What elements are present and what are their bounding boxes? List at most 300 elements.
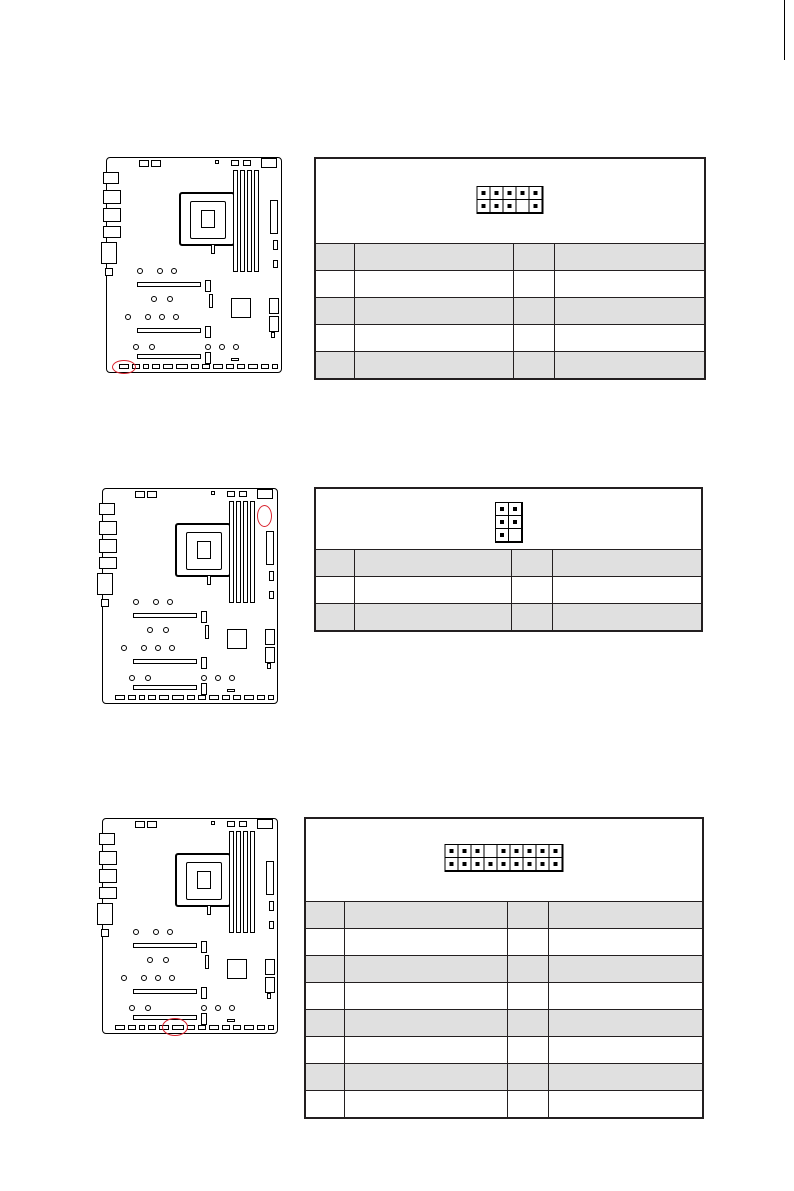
bottom-header (261, 364, 269, 369)
bottom-header (187, 695, 195, 700)
mounting-hole (163, 627, 169, 633)
top-header (239, 821, 247, 827)
signal-name-cell (554, 325, 704, 352)
pin-dot (508, 204, 512, 208)
pcie-slot (133, 613, 197, 618)
pin (524, 858, 537, 871)
pin-dot (534, 191, 538, 195)
bottom-header (139, 1025, 145, 1030)
pin-number-cell (316, 325, 355, 352)
pin-dot (515, 862, 519, 866)
pin-dot (500, 507, 504, 511)
pin-dot (541, 849, 545, 853)
pin-number-cell (316, 604, 355, 631)
top-header (215, 160, 219, 164)
pin-key-gap (517, 200, 530, 213)
m2-slot (205, 280, 211, 292)
signal-name-cell (355, 298, 514, 325)
signal-name-cell (548, 1091, 702, 1118)
signal-name-cell (355, 604, 512, 631)
pin (498, 845, 511, 858)
mounting-hole (205, 344, 211, 350)
atx-power (266, 861, 274, 895)
m2-slot (201, 987, 207, 999)
mounting-hole (141, 645, 147, 651)
small-chip (207, 575, 211, 585)
sata-port (265, 959, 275, 975)
signal-name-cell (345, 956, 508, 983)
bottom-header (268, 695, 274, 700)
pin (504, 200, 517, 213)
pin-dot (450, 849, 454, 853)
pin-definition-table (316, 549, 701, 630)
signal-name-cell (553, 604, 701, 631)
dimm-slot (236, 501, 241, 603)
m2-slot (201, 611, 207, 623)
signal-name-cell (355, 325, 514, 352)
table-row (306, 1091, 702, 1118)
pin (491, 200, 504, 213)
bottom-header (172, 695, 184, 700)
bottom-header (163, 364, 173, 369)
atx-power (270, 200, 278, 234)
pcie-slot (133, 659, 197, 664)
bottom-header (202, 364, 210, 369)
pin-definition-panel (304, 817, 704, 1119)
pin-number-cell (513, 325, 554, 352)
bottom-header (198, 1025, 206, 1030)
chipset (227, 959, 247, 979)
small-chip (207, 905, 211, 915)
pin-number-cell (513, 352, 554, 379)
mounting-hole (233, 344, 239, 350)
pin (478, 200, 491, 213)
rear-io-port (99, 503, 115, 515)
bottom-header (248, 364, 258, 369)
bottom-header (226, 364, 234, 369)
pin-definition-panel (314, 487, 703, 632)
sata-port (269, 298, 279, 314)
pin-number-cell (507, 983, 548, 1010)
rear-io-block (101, 929, 109, 937)
dimm-slot (229, 831, 234, 933)
mounting-hole (219, 344, 225, 350)
pin (496, 516, 509, 529)
usb-header (273, 240, 278, 250)
mounting-hole (169, 975, 175, 981)
m2-slot (205, 326, 211, 338)
signal-name-cell (355, 352, 514, 379)
top-header (257, 489, 273, 499)
pin-number-cell (306, 929, 345, 956)
pcie-slot (137, 328, 201, 333)
pin-dot (554, 862, 558, 866)
small-chip (271, 332, 275, 338)
mounting-hole (133, 599, 139, 605)
pin-dot (476, 849, 480, 853)
dimm-slot (233, 170, 238, 272)
rear-io-audio (97, 903, 113, 925)
pin (446, 845, 459, 858)
bottom-header (268, 1025, 274, 1030)
pin-number-cell (316, 244, 355, 271)
rear-io-block (101, 599, 109, 607)
bottom-header (115, 1025, 125, 1030)
mounting-hole (167, 599, 173, 605)
pin-number-cell (316, 298, 355, 325)
rear-io-port (103, 172, 119, 184)
pin (504, 187, 517, 200)
dimm-slot (229, 501, 234, 603)
mounting-hole (201, 1005, 207, 1011)
bottom-header (233, 1025, 241, 1030)
pin-dot (495, 191, 499, 195)
mounting-hole (129, 675, 135, 681)
top-header (239, 491, 247, 497)
dimm-slot (240, 170, 245, 272)
bottom-header (257, 695, 265, 700)
pin-definition-table (306, 901, 702, 1117)
bottom-header (237, 364, 245, 369)
mounting-hole (171, 268, 177, 274)
signal-name-cell (553, 550, 701, 577)
table-row (316, 325, 704, 352)
atx-power (266, 531, 274, 565)
dimm-slot (236, 831, 241, 933)
pin (472, 845, 485, 858)
top-header (135, 491, 145, 498)
pin (530, 200, 543, 213)
pin-number-cell (513, 298, 554, 325)
mounting-hole (149, 344, 155, 350)
top-header (139, 160, 149, 167)
pin-number-cell (316, 271, 355, 298)
signal-name-cell (355, 550, 512, 577)
cpu-socket (175, 523, 231, 577)
motherboard-diagram (102, 818, 278, 1034)
socket-core (201, 210, 215, 228)
pin-dot (528, 849, 532, 853)
bottom-header (176, 364, 188, 369)
pin-number-cell (507, 1064, 548, 1091)
mounting-hole (147, 627, 153, 633)
pin (478, 187, 491, 200)
signal-name-cell (548, 1010, 702, 1037)
table-row (306, 1010, 702, 1037)
cpu-socket (179, 192, 235, 246)
mounting-hole (155, 645, 161, 651)
dimm-slot (243, 501, 248, 603)
sata-port (265, 977, 275, 993)
page-cut-line (784, 0, 785, 60)
sata-port (265, 647, 275, 663)
pin-number-cell (306, 902, 345, 929)
bottom-header (222, 695, 230, 700)
pin (511, 845, 524, 858)
pin-header-diagram (477, 186, 544, 214)
mounting-hole (157, 268, 163, 274)
pin (537, 858, 550, 871)
bottom-header (222, 1025, 230, 1030)
pin-dot (450, 862, 454, 866)
motherboard-diagram (102, 488, 278, 704)
small-chip (227, 689, 235, 692)
signal-name-cell (345, 1091, 508, 1118)
top-header (227, 821, 235, 827)
signal-name-cell (554, 244, 704, 271)
mounting-hole (215, 675, 221, 681)
table-row (316, 271, 704, 298)
mounting-hole (167, 296, 173, 302)
pcie-slot (133, 989, 197, 994)
m2-slot (205, 352, 211, 364)
bottom-header (148, 1025, 156, 1030)
mounting-hole (145, 675, 151, 681)
mounting-hole (169, 645, 175, 651)
signal-name-cell (548, 983, 702, 1010)
pin (550, 845, 563, 858)
pin-dot (502, 862, 506, 866)
pcie-slot (137, 354, 201, 359)
chipset (227, 629, 247, 649)
table-row (306, 902, 702, 929)
signal-name-cell (548, 902, 702, 929)
pin-dot (528, 862, 532, 866)
pin-dot (541, 862, 545, 866)
pin-dot (508, 191, 512, 195)
dimm-slot (243, 831, 248, 933)
signal-name-cell (345, 1037, 508, 1064)
mounting-hole (151, 296, 157, 302)
bottom-header (152, 364, 160, 369)
bottom-header (191, 364, 199, 369)
mounting-hole (141, 975, 147, 981)
top-header (243, 160, 251, 166)
table-row (306, 1064, 702, 1091)
bottom-header (128, 1025, 136, 1030)
table-row (316, 352, 704, 379)
signal-name-cell (355, 244, 514, 271)
header (273, 260, 278, 268)
bottom-header (233, 695, 241, 700)
top-header (151, 160, 161, 167)
socket-core (197, 871, 211, 889)
bottom-header (257, 1025, 265, 1030)
chipset (231, 298, 251, 318)
signal-name-cell (345, 983, 508, 1010)
dimm-slot (250, 831, 255, 933)
pin-header-diagram (495, 502, 523, 543)
table-row (306, 929, 702, 956)
m2-slot (201, 683, 207, 695)
m2-slot (201, 657, 207, 669)
mounting-hole (137, 268, 143, 274)
mounting-hole (159, 314, 165, 320)
cpu-socket (175, 853, 231, 907)
pin-number-cell (306, 1037, 345, 1064)
usb-header (269, 571, 274, 581)
signal-name-cell (355, 271, 514, 298)
pin-number-cell (513, 244, 554, 271)
signal-name-cell (548, 1064, 702, 1091)
signal-name-cell (355, 577, 512, 604)
bottom-header (244, 695, 254, 700)
bottom-header (244, 1025, 254, 1030)
signal-name-cell (554, 271, 704, 298)
pin-dot (515, 849, 519, 853)
bottom-header (187, 1025, 195, 1030)
pin-dot (513, 520, 517, 524)
small-chip (231, 358, 239, 361)
mounting-hole (153, 599, 159, 605)
top-header (135, 821, 145, 828)
pin (446, 858, 459, 871)
mounting-hole (229, 1005, 235, 1011)
top-header (211, 821, 215, 825)
rear-io-port (99, 851, 117, 865)
rear-io-audio (97, 573, 113, 595)
m2-slot (201, 1013, 207, 1025)
signal-name-cell (345, 929, 508, 956)
signal-name-cell (345, 1064, 508, 1091)
pin-number-cell (316, 577, 355, 604)
header (269, 921, 274, 929)
pin-number-cell (512, 604, 553, 631)
pin-number-cell (306, 1064, 345, 1091)
mounting-hole (229, 675, 235, 681)
small-chip (227, 1019, 235, 1022)
mounting-hole (153, 929, 159, 935)
m2-connector (205, 625, 209, 639)
mounting-hole (121, 645, 127, 651)
table-row (316, 298, 704, 325)
pin (550, 858, 563, 871)
pin (511, 858, 524, 871)
rear-io-port (103, 208, 121, 222)
signal-name-cell (548, 1037, 702, 1064)
pin-dot (500, 520, 504, 524)
pin-dot (489, 862, 493, 866)
bottom-header (198, 695, 206, 700)
bottom-header (115, 695, 125, 700)
sata-port (269, 316, 279, 332)
mounting-hole (215, 1005, 221, 1011)
pin-dot (521, 191, 525, 195)
m2-slot (201, 941, 207, 953)
pin-number-cell (507, 1010, 548, 1037)
mounting-hole (147, 957, 153, 963)
pin-number-cell (507, 902, 548, 929)
pin-dot (476, 862, 480, 866)
mounting-hole (145, 1005, 151, 1011)
signal-name-cell (554, 298, 704, 325)
pin-number-cell (306, 1091, 345, 1118)
small-chip (267, 663, 271, 669)
pin-number-cell (306, 983, 345, 1010)
table-row (306, 983, 702, 1010)
top-header (147, 491, 157, 498)
bottom-header (148, 695, 156, 700)
pin (496, 529, 509, 542)
pin (498, 858, 511, 871)
pin-dot (463, 862, 467, 866)
rear-io-port (99, 539, 117, 553)
rear-io-port (99, 833, 115, 845)
pcie-slot (133, 943, 197, 948)
pin-number-cell (306, 956, 345, 983)
motherboard-diagram (106, 157, 282, 373)
pcie-slot (133, 1015, 197, 1020)
pin-dot (495, 204, 499, 208)
pin-number-cell (512, 550, 553, 577)
signal-name-cell (345, 1010, 508, 1037)
pin-number-cell (316, 550, 355, 577)
connector-highlight-circle (112, 360, 136, 374)
pin-number-cell (512, 577, 553, 604)
mounting-hole (155, 975, 161, 981)
pin-number-cell (316, 352, 355, 379)
mounting-hole (201, 675, 207, 681)
rear-io-port (99, 557, 117, 569)
rear-io-port (99, 521, 117, 535)
rear-io-port (103, 190, 121, 204)
rear-io-port (99, 887, 117, 899)
mounting-hole (121, 975, 127, 981)
pin-dot (482, 204, 486, 208)
rear-io-port (103, 226, 121, 238)
header (269, 591, 274, 599)
pin (517, 187, 530, 200)
bottom-header (272, 364, 278, 369)
bottom-header (143, 364, 149, 369)
pin-definition-table (316, 243, 704, 378)
table-row (316, 577, 701, 604)
mounting-hole (129, 1005, 135, 1011)
signal-name-cell (553, 577, 701, 604)
rear-io-block (105, 268, 113, 276)
top-header (231, 160, 239, 166)
top-header (257, 819, 273, 829)
rear-io-audio (101, 242, 117, 264)
pin-dot (513, 507, 517, 511)
pin-definition-panel (314, 157, 706, 380)
pin (496, 503, 509, 516)
pin-number-cell (507, 929, 548, 956)
pin (537, 845, 550, 858)
socket-core (197, 541, 211, 559)
pin (509, 503, 522, 516)
sata-port (265, 629, 275, 645)
usb-header (269, 901, 274, 911)
pin-number-cell (507, 956, 548, 983)
m2-connector (205, 955, 209, 969)
pin (491, 187, 504, 200)
pin (509, 516, 522, 529)
pin (459, 858, 472, 871)
connector-highlight-circle (257, 505, 272, 527)
signal-name-cell (548, 929, 702, 956)
bottom-header (209, 695, 219, 700)
pin-dot (554, 849, 558, 853)
m2-connector (209, 294, 213, 308)
pin (524, 845, 537, 858)
pin-dot (534, 204, 538, 208)
mounting-hole (125, 314, 131, 320)
bottom-header (213, 364, 223, 369)
bottom-header (209, 1025, 219, 1030)
mounting-hole (173, 314, 179, 320)
pin-header-diagram (445, 844, 564, 872)
